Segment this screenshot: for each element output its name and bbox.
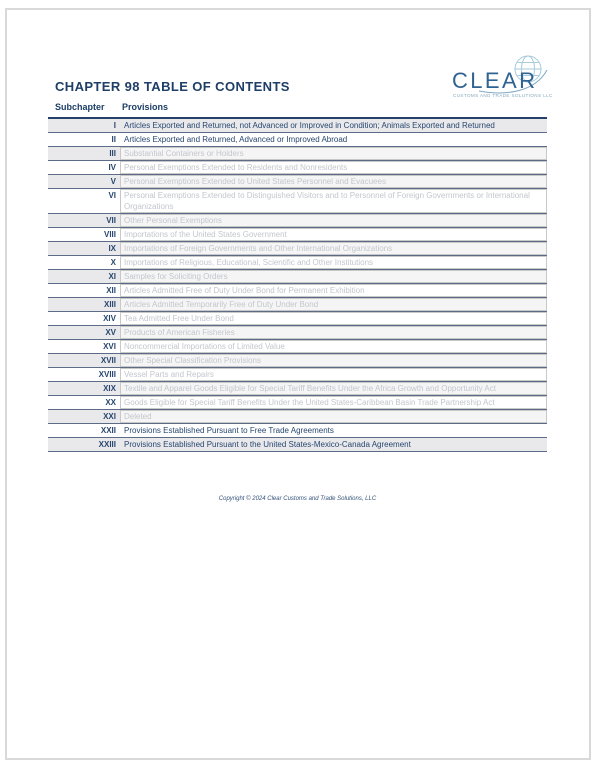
provision-cell [120,284,547,297]
table-row [48,410,547,424]
toc-table [48,117,547,452]
subchapter-numeral: VI [108,191,116,200]
provision-text: Other Personal Exemptions [124,216,222,225]
provision-cell [120,396,547,409]
provision-text: Tea Admitted Free Under Bond [124,314,234,323]
provision-text: Personal Exemptions Extended to United States Personnel and Evacuees [124,177,386,186]
provision-cell [120,161,547,174]
provision-cell [120,382,547,395]
subchapter-numeral: VII [106,216,116,225]
provision-cell [120,214,547,227]
table-row [48,368,547,382]
subchapter-numeral: XIII [103,300,116,309]
provision-text[interactable]: Provisions Established Pursuant to the United States-Mexico-Canada Agreement [124,440,411,449]
subchapter-numeral: XXII [100,426,116,435]
provision-cell [120,326,547,339]
provision-text: Noncommercial Importations of Limited Value [124,342,285,351]
subchapter-numeral: VIII [103,230,116,239]
provision-text: Products of American Fisheries [124,328,235,337]
document-page [5,8,591,760]
table-row [48,214,547,228]
provision-cell [120,228,547,241]
provision-text: Substantial Containers or Holders [124,149,244,158]
provision-cell [120,256,547,269]
provision-text: Textile and Apparel Goods Eligible for Special Tariff Benefits Under the Africa Growth and Opportunity Act [124,384,496,393]
page-title: CHAPTER 98 TABLE OF CONTENTS [55,79,290,94]
provision-cell [120,368,547,381]
provision-text: Vessel Parts and Repairs [124,370,214,379]
provision-cell [120,147,547,160]
logo-tagline: CUSTOMS AND TRADE SOLUTIONS LLC [453,93,553,98]
subchapter-numeral: I [113,121,116,130]
provision-text[interactable]: Articles Exported and Returned, Advanced or Improved Abroad [124,135,348,144]
provision-text: Articles Admitted Temporarily Free of Duty Under Bond [124,300,319,309]
provision-text: Personal Exemptions Extended to Distinguished Visitors and to Personnel of Foreign Governments or International Organizations [124,191,530,211]
provision-text: Goods Eligible for Special Tariff Benefits Under the United States-Caribbean Basin Trade Partnership Act [124,398,495,407]
subchapter-numeral: XXIII [98,440,116,449]
table-row [48,354,547,368]
table-row [48,133,547,147]
subchapter-numeral: X [110,258,116,267]
table-row [48,242,547,256]
logo-graphic [451,54,557,104]
provision-cell [120,133,547,146]
provision-text: Importations of Foreign Governments and Other International Organizations [124,244,393,253]
provision-cell [120,312,547,325]
provision-text: Samples for Soliciting Orders [124,272,228,281]
table-row [48,298,547,312]
column-header-provisions: Provisions [122,102,169,112]
provision-text: Importations of the United States Government [124,230,287,239]
provision-text: Deleted [124,412,152,421]
provision-cell [120,119,547,132]
subchapter-numeral: XX [105,398,116,407]
provision-text[interactable]: Provisions Established Pursuant to Free Trade Agreements [124,426,334,435]
subchapter-numeral: XVIII [98,370,116,379]
table-row [48,228,547,242]
provision-cell [120,175,547,188]
provision-cell [120,354,547,367]
column-header-subchapter: Subchapter [55,102,105,112]
subchapter-numeral: XIX [103,384,116,393]
provision-cell [120,270,547,283]
subchapter-numeral: XIV [103,314,116,323]
provision-cell [120,242,547,255]
table-row [48,438,547,452]
subchapter-numeral: V [110,177,116,186]
table-row [48,256,547,270]
table-row [48,147,547,161]
table-row [48,340,547,354]
table-row [48,312,547,326]
clear-logo [451,54,557,104]
provision-cell [120,424,547,437]
subchapter-numeral: XI [108,272,116,281]
subchapter-numeral: XXI [103,412,116,421]
provision-cell [120,438,547,451]
table-row [48,175,547,189]
table-row [48,424,547,438]
subchapter-numeral: XV [105,328,116,337]
provision-text: Personal Exemptions Extended to Residents and Nonresidents [124,163,348,172]
subchapter-numeral: II [111,135,116,144]
table-row [48,119,547,133]
provision-text: Articles Admitted Free of Duty Under Bond for Permanent Exhibition [124,286,365,295]
subchapter-numeral: XVI [103,342,116,351]
logo-wordmark: CLEAR [452,68,538,93]
table-row [48,270,547,284]
subchapter-numeral: IV [108,163,116,172]
table-row [48,284,547,298]
table-row [48,396,547,410]
table-row [48,161,547,175]
provision-cell [120,189,547,213]
provision-text[interactable]: Articles Exported and Returned, not Advanced or Improved in Condition; Animals Exported and Returned [124,121,495,130]
subchapter-numeral: IX [108,244,116,253]
subchapter-numeral: XII [106,286,116,295]
provision-cell [120,340,547,353]
provision-text: Other Special Classification Provisions [124,356,261,365]
copyright-text: Copyright © 2024 Clear Customs and Trade Solutions, LLC [218,496,377,502]
subchapter-numeral: III [109,149,116,158]
table-row [48,189,547,214]
subchapter-numeral: XVII [100,356,116,365]
table-row [48,382,547,396]
provision-cell [120,410,547,423]
provision-text: Importations of Religious, Educational, Scientific and Other Institutions [124,258,374,267]
provision-cell [120,298,547,311]
table-row [48,326,547,340]
